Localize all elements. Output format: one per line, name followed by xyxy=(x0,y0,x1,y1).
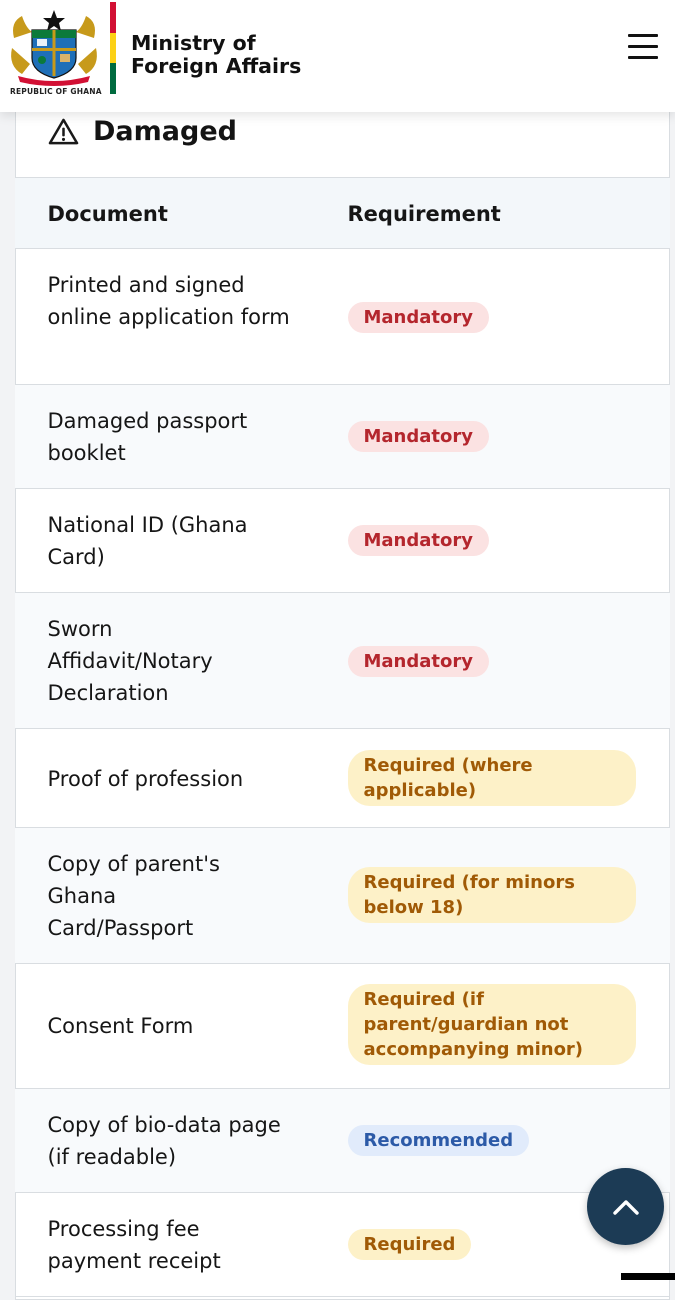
document-name: Copy of bio-data page (if readable) xyxy=(47,1113,281,1169)
table-row xyxy=(15,489,670,593)
table-row xyxy=(15,729,670,828)
table-row xyxy=(15,964,670,1089)
requirement-badge-required: Required (if parent/guardian not accompanying minor) xyxy=(348,984,636,1065)
damaged-requirements-card xyxy=(15,100,670,1300)
requirement-badge-mandatory: Mandatory xyxy=(348,302,490,333)
section-title: Damaged xyxy=(93,115,237,147)
document-name: Sworn Affidavit/Notary Declaration xyxy=(47,617,213,705)
menu-bar-icon xyxy=(628,56,658,59)
table-row xyxy=(15,593,670,729)
brand-line-1: Ministry of xyxy=(131,31,256,55)
document-name: Copy of parent's Ghana Card/Passport xyxy=(47,852,220,940)
document-name: Processing fee payment receipt xyxy=(47,1217,221,1273)
column-header-requirement: Requirement xyxy=(347,202,501,226)
table-row xyxy=(15,828,670,964)
screen-edge-bar xyxy=(621,1273,675,1280)
table-row xyxy=(15,1193,670,1297)
menu-bar-icon xyxy=(628,45,658,48)
scroll-to-top-button[interactable] xyxy=(587,1168,664,1245)
requirement-badge-mandatory: Mandatory xyxy=(348,646,490,677)
ghana-flag-stripe xyxy=(110,2,116,94)
document-name: National ID (Ghana Card) xyxy=(47,513,248,569)
requirement-badge-required: Required (where applicable) xyxy=(348,750,636,806)
menu-bar-icon xyxy=(628,34,658,37)
table-row xyxy=(15,385,670,489)
hamburger-menu-button[interactable] xyxy=(626,32,660,62)
ghana-coat-of-arms-logo[interactable] xyxy=(8,8,100,86)
section-heading xyxy=(48,111,237,151)
crest-caption: REPUBLIC OF GHANA xyxy=(10,87,102,96)
requirement-badge-required: Required (for minors below 18) xyxy=(348,867,636,923)
table-header-row xyxy=(15,177,670,249)
site-brand-title[interactable] xyxy=(131,32,301,78)
requirement-badge-required: Required xyxy=(348,1229,472,1260)
warning-triangle-icon xyxy=(48,117,79,146)
column-header-document: Document xyxy=(47,202,168,226)
site-header xyxy=(0,0,675,112)
requirement-badge-mandatory: Mandatory xyxy=(348,421,490,452)
requirement-badge-mandatory: Mandatory xyxy=(348,525,490,556)
document-name: Consent Form xyxy=(47,1014,194,1038)
chevron-up-icon xyxy=(611,1197,641,1217)
brand-line-2: Foreign Affairs xyxy=(131,54,302,78)
requirement-badge-recommended: Recommended xyxy=(348,1125,530,1156)
document-name: Damaged passport booklet xyxy=(47,409,248,465)
document-name: Proof of profession xyxy=(47,767,244,791)
table-row xyxy=(15,1089,670,1193)
requirements-table xyxy=(15,177,670,1297)
document-name: Printed and signed online application form xyxy=(47,273,290,329)
table-row xyxy=(15,249,670,385)
